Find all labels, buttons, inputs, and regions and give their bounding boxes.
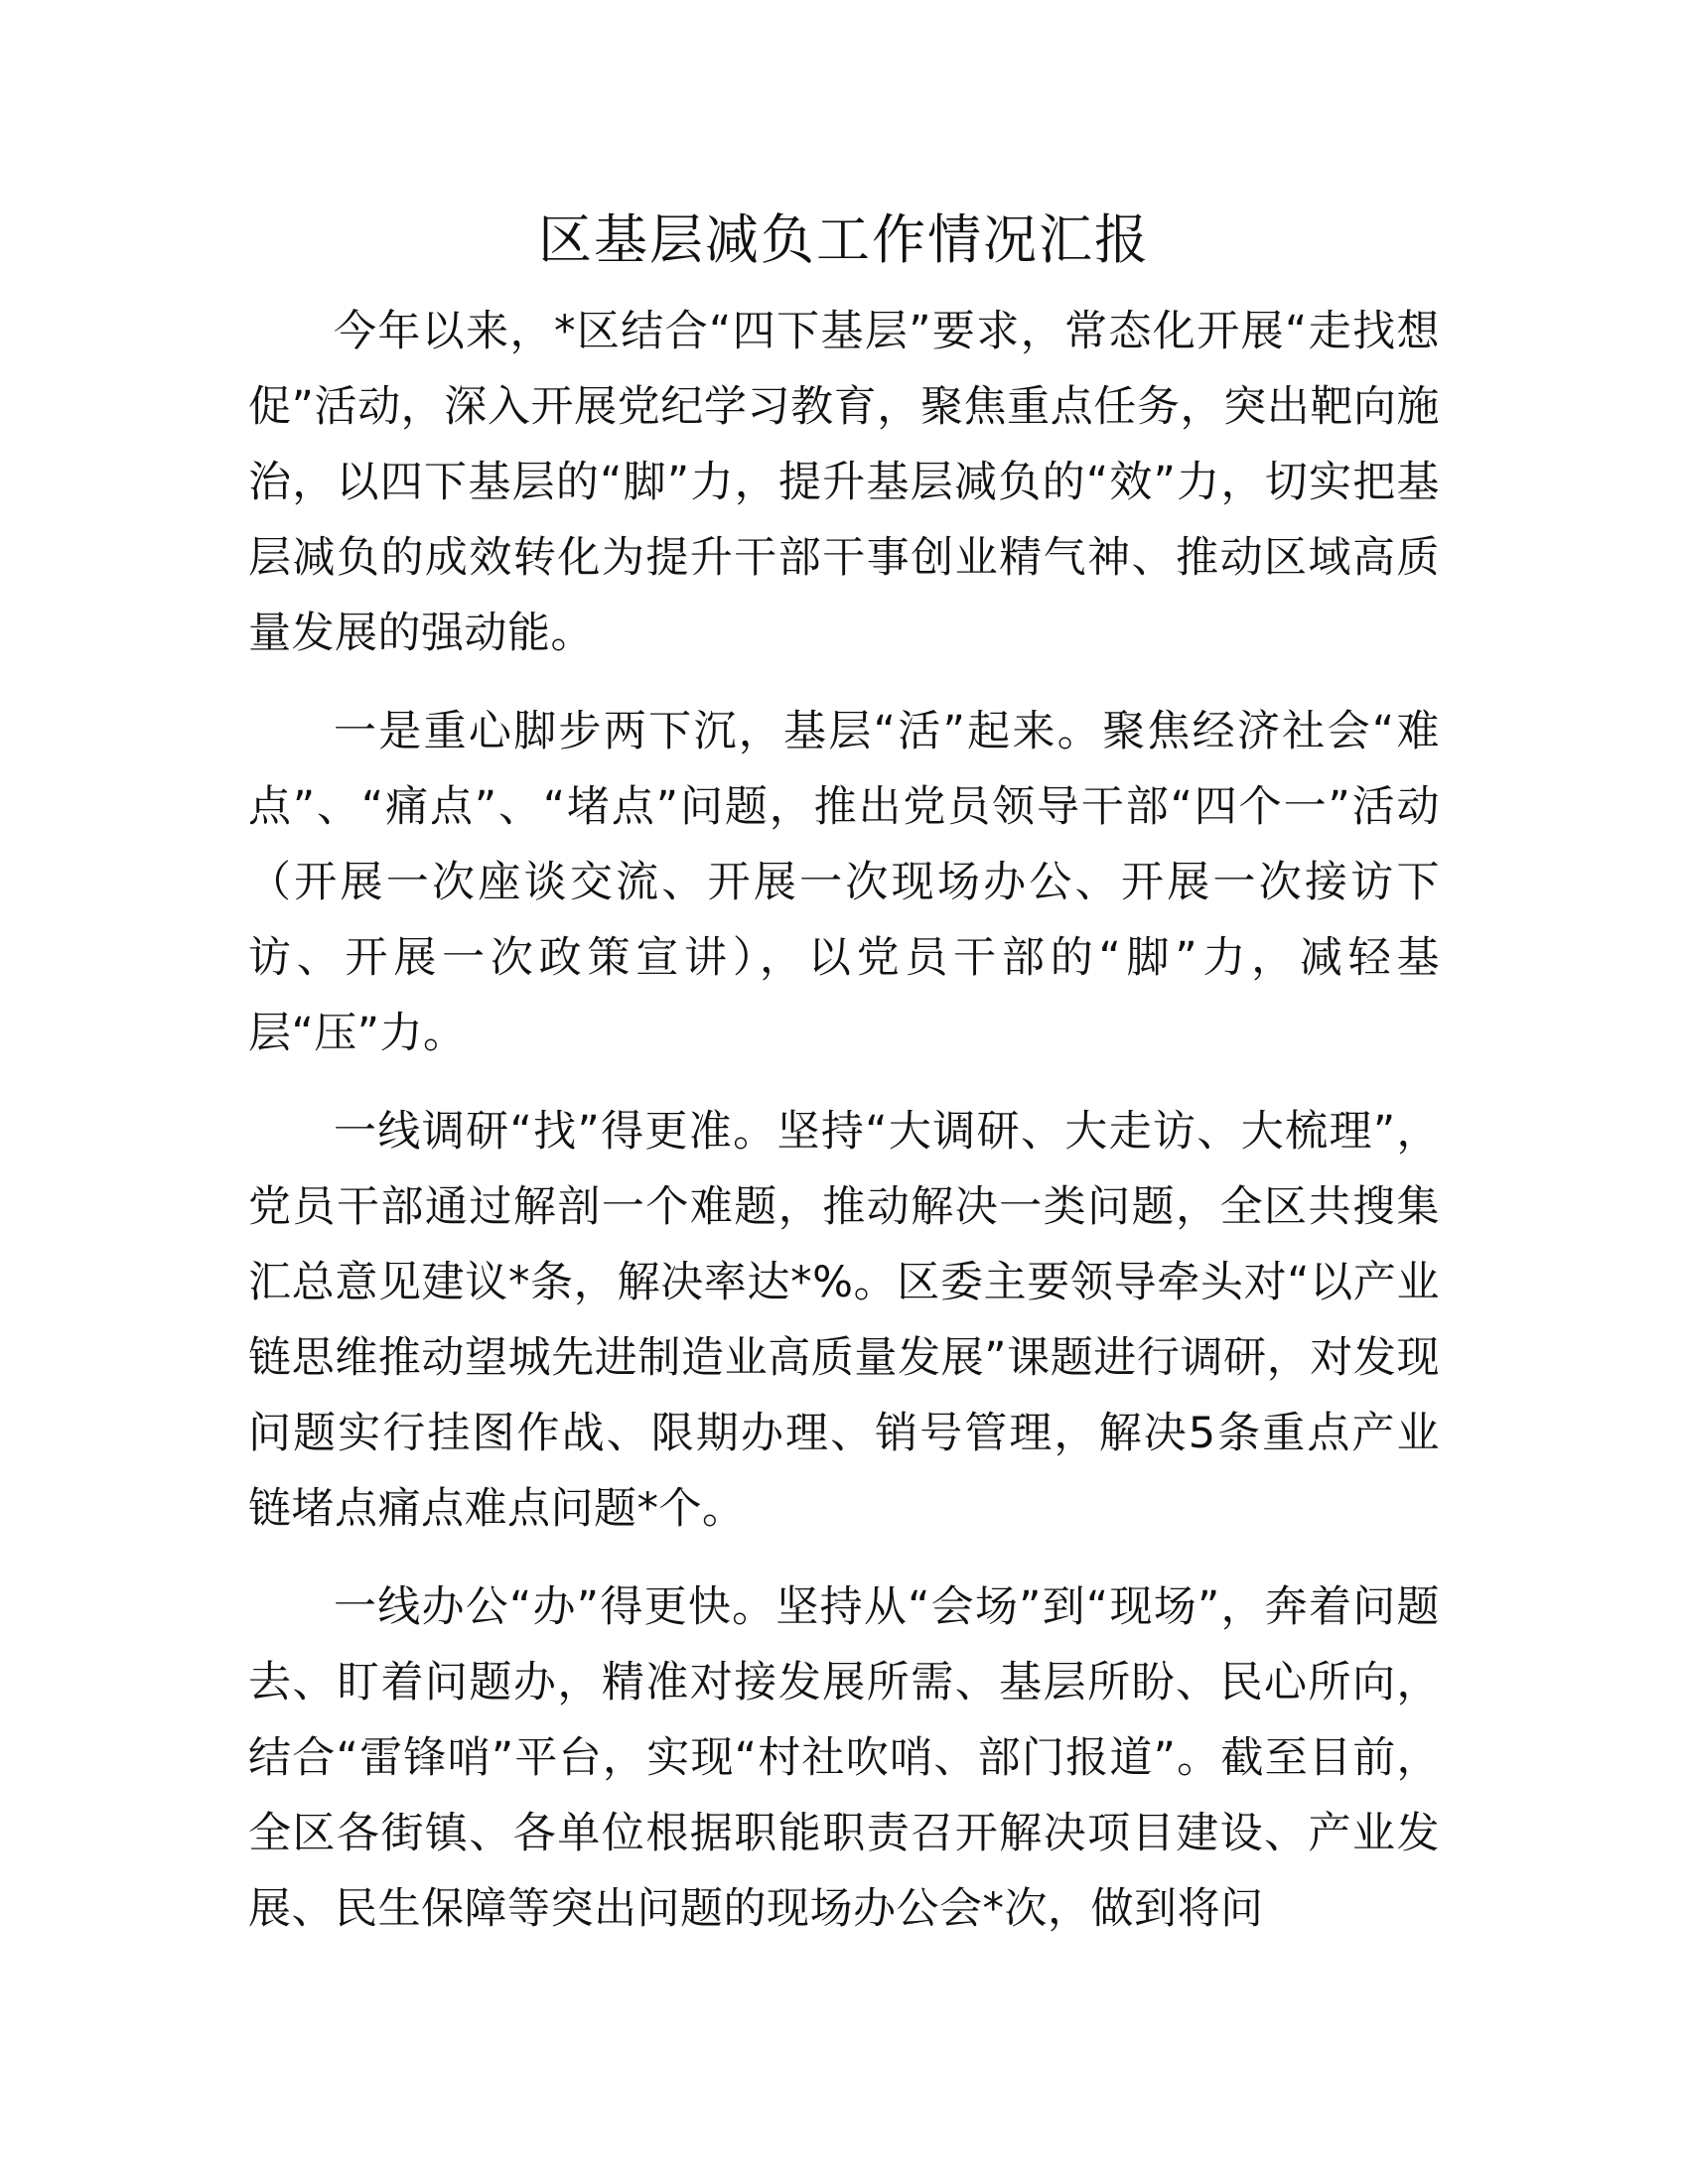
document-body bbox=[248, 294, 1440, 1970]
paragraph-office: 一线办公“办”得更快。坚持从“会场”到“现场”，奔着问题去、盯着问题办，精准对接发展所需、基层所盼、民心所向，结合“雷锋哨”平台，实现“村社吹哨、部门报道”。截至目前，全区各街镇、各单位根据职能职责召开解决项目建设、产业发展、民生保障等突出问题的现场办公会*次，做到将问 bbox=[248, 1582, 1440, 1934]
document-title: 区基层减负工作情况汇报 bbox=[538, 208, 1150, 271]
paragraph-research: 一线调研“找”得更准。坚持“大调研、大走访、大梳理”，党员干部通过解剖一个难题，推动解决一类问题，全区共搜集汇总意见建议*条，解决率达*%。区委主要领导牵头对“以产业链思维推动望城先进制造业高质量发展”课题进行调研，对发现问题实行挂图作战、限期办理、销号管理，解决5条重点产业链堵点痛点难点问题*个。 bbox=[248, 1107, 1440, 1534]
paragraph-intro: 今年以来，*区结合“四下基层”要求，常态化开展“走找想促”活动，深入开展党纪学习教育，聚焦重点任务，突出靶向施治，以四下基层的“脚”力，提升基层减负的“效”力，切实把基层减负的成效转化为提升干部干事创业精气神、推动区域高质量发展的强动能。 bbox=[248, 307, 1440, 658]
paragraph-point-one: 一是重心脚步两下沉，基层“活”起来。聚焦经济社会“难点”、“痛点”、“堵点”问题，推出党员领导干部“四个一”活动（开展一次座谈交流、开展一次现场办公、开展一次接访下访、开展一次政策宣讲），以党员干部的“脚”力，减轻基层“压”力。 bbox=[248, 707, 1440, 1058]
